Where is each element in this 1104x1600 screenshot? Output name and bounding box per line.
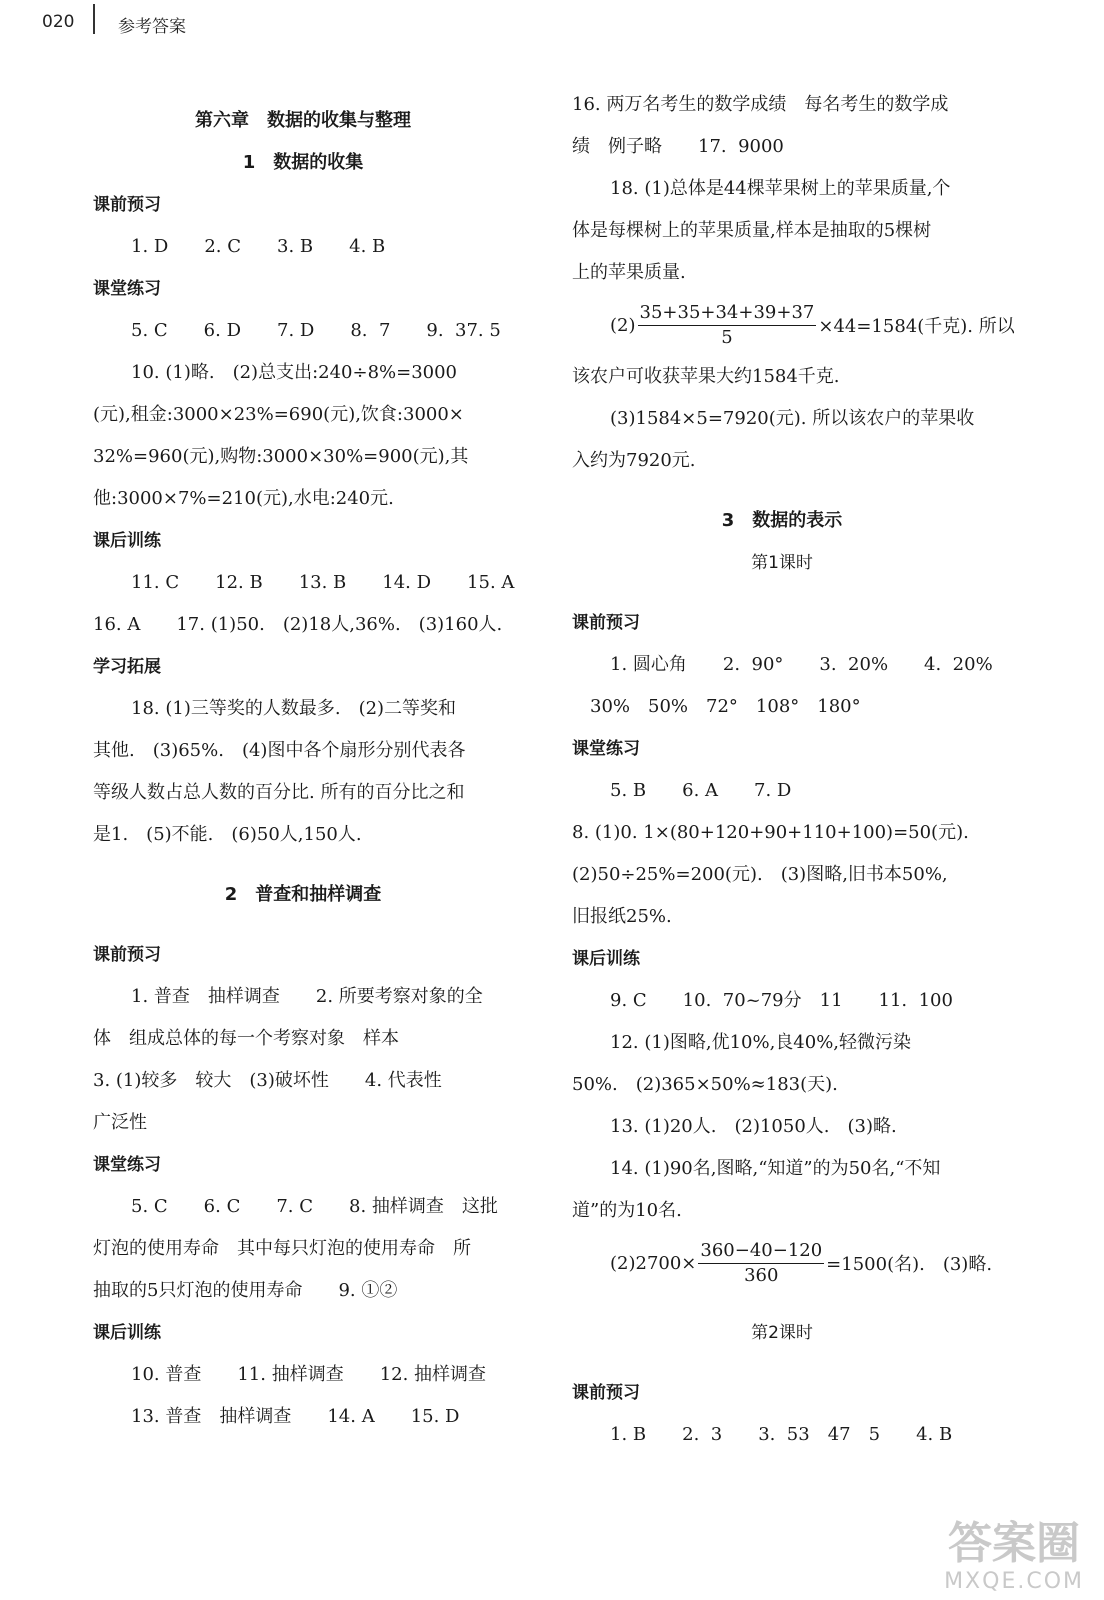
answer-line: 32%=960(元),购物:3000×30%=900(元),其 [93,446,469,467]
left-column [93,100,513,1438]
answer-line: 9. C 10. 70~79分 11 11. 100 [610,990,953,1011]
answer-line: (3)1584×5=7920(元). 所以该农户的苹果收 [610,408,975,429]
answer-line: 1. D 2. C 3. B 4. B [131,236,386,257]
answer-line: 上的苹果质量. [572,262,686,283]
equation-prefix: (2)2700× [610,1252,697,1274]
answer-line: 5. C 6. C 7. C 8. 抽样调查 这批 [131,1196,498,1217]
answer-line: 3. (1)较多 较大 (3)破坏性 4. 代表性 [93,1070,442,1091]
fraction-numerator: 35+35+34+39+37 [638,301,817,326]
fraction-equation [572,1232,992,1294]
subsection-heading: 课堂练习 [93,1155,161,1175]
answer-line: 5. C 6. D 7. D 8. 7 9. 37. 5 [131,320,501,341]
answer-line: 广泛性 [93,1112,147,1133]
answer-line: 1. 圆心角 2. 90° 3. 20% 4. 20% [610,654,993,675]
subsection-heading: 课后训练 [93,531,161,551]
answer-line: 体 组成总体的每一个考察对象 样本 [93,1028,399,1049]
answer-line: 旧报纸25%. [572,906,672,927]
answer-line: 他:3000×7%=210(元),水电:240元. [93,488,394,509]
answer-line: 入约为7920元. [572,450,696,471]
answer-line: 该农户可收获苹果大约1584千克. [572,366,840,387]
answer-line: 灯泡的使用寿命 其中每只灯泡的使用寿命 所 [93,1238,471,1259]
fraction-numerator: 360−40−120 [698,1239,824,1264]
fraction-equation [572,294,1015,356]
equation-prefix: (2) [610,314,636,336]
fraction-denominator: 360 [744,1264,779,1286]
subsection-heading: 课前预习 [572,1383,640,1403]
header-title: 参考答案 [118,17,186,37]
answer-line: 11. C 12. B 13. B 14. D 15. A [131,572,515,593]
lesson-title: 第1课时 [751,553,813,573]
answer-line: 1. B 2. 3 3. 53 47 5 4. B [610,1424,953,1445]
answer-line: 14. (1)90名,图略,“知道”的为50名,“不知 [610,1158,941,1179]
answer-line: 18. (1)三等奖的人数最多. (2)二等奖和 [131,698,457,719]
answer-line: 13. (1)20人. (2)1050人. (3)略. [610,1116,897,1137]
answer-line: 抽取的5只灯泡的使用寿命 9. ①② [93,1280,398,1301]
lesson-title: 第2课时 [751,1323,813,1343]
answer-line: (2)50÷25%=200(元). (3)图略,旧书本50%, [572,864,948,885]
answer-line: 10. 普查 11. 抽样调查 12. 抽样调查 [131,1364,487,1385]
answer-line: 其他. (3)65%. (4)图中各个扇形分别代表各 [93,740,466,761]
right-column [572,84,1015,1456]
page-number: 020 [42,12,75,32]
answer-line: 16. A 17. (1)50. (2)18人,36%. (3)160人. [93,614,503,635]
equation-suffix: =1500(名). (3)略. [826,1254,993,1275]
section-title: 3 数据的表示 [721,510,843,531]
subsection-heading: 课前预习 [572,613,640,633]
answer-line: 13. 普查 抽样调查 14. A 15. D [131,1406,460,1427]
subsection-heading: 课堂练习 [93,279,161,299]
subsection-heading: 课前预习 [93,945,161,965]
answer-line: 8. (1)0. 1×(80+120+90+110+100)=50(元). [572,822,969,843]
answer-line: 道”的为10名. [572,1200,682,1221]
fraction [698,1239,824,1288]
answer-line: 5. B 6. A 7. D [610,780,792,801]
answer-line: 10. (1)略. (2)总支出:240÷8%=3000 [131,362,458,383]
chapter-title: 第六章 数据的收集与整理 [195,110,411,131]
watermark-logo [944,1519,1084,1594]
answer-line: 等级人数占总人数的百分比. 所有的百分比之和 [93,782,465,803]
answer-line: 16. 两万名考生的数学成绩 每名考生的数学成 [572,94,949,115]
equation-suffix: ×44=1584(千克). 所以 [818,316,1015,337]
watermark-text: 答案圈 [948,1518,1081,1569]
subsection-heading: 课前预习 [93,195,161,215]
answer-line: 1. 普查 抽样调查 2. 所要考察对象的全 [131,986,483,1007]
section-title: 2 普查和抽样调查 [224,884,382,905]
answer-line: 18. (1)总体是44棵苹果树上的苹果质量,个 [610,178,951,199]
answer-line: 12. (1)图略,优10%,良40%,轻微污染 [610,1032,912,1053]
answer-line: 绩 例子略 17. 9000 [572,136,784,157]
answer-line: 30% 50% 72° 108° 180° [590,696,861,717]
section-title: 1 数据的收集 [242,152,364,173]
fraction-denominator: 5 [721,326,733,348]
subsection-heading: 课后训练 [93,1323,161,1343]
answer-line: 50%. (2)365×50%≈183(天). [572,1074,838,1095]
watermark-domain: MXQE.COM [944,1569,1084,1594]
subsection-heading: 课堂练习 [572,739,640,759]
answer-line: (元),租金:3000×23%=690(元),饮食:3000× [93,404,464,425]
answer-line: 是1. (5)不能. (6)50人,150人. [93,824,362,845]
fraction [638,301,817,350]
subsection-heading: 学习拓展 [93,657,161,677]
answer-line: 体是每棵树上的苹果质量,样本是抽取的5棵树 [572,220,932,241]
header-divider [93,4,95,34]
subsection-heading: 课后训练 [572,949,640,969]
